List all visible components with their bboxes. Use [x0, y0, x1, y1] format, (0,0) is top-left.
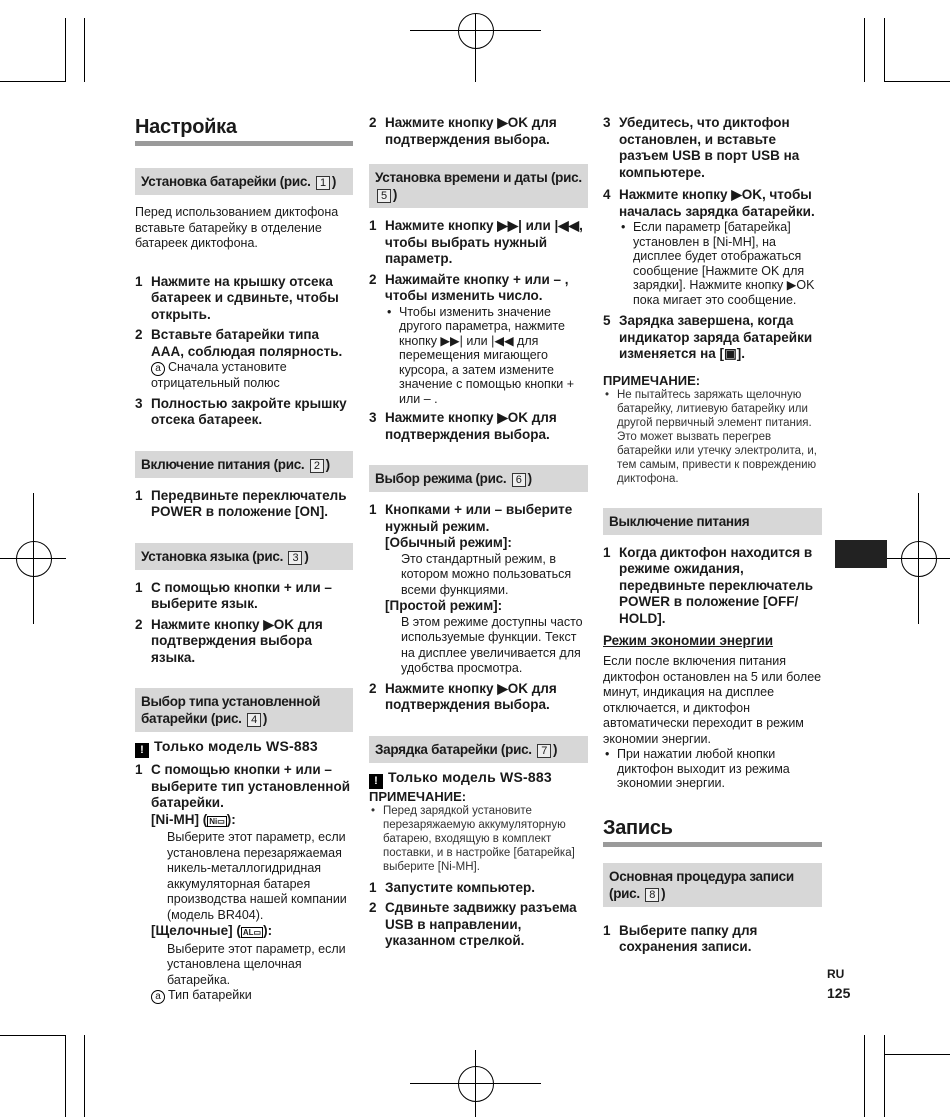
option-label: [Ni-MH] ( — [151, 811, 208, 827]
option-alkaline — [151, 923, 353, 942]
step-2: 2 Нажмите кнопку ▶OK для подтверждения выбора языка. — [135, 616, 323, 665]
step-text: Запустите компьютер. — [385, 879, 535, 895]
step-text: Зарядка завершена, когда индикатор заряда батарейки изменяется на [▣]. — [619, 313, 813, 361]
box-label: Установка языка (рис. — [141, 548, 284, 564]
ni-mh-battery-icon: Ni▭ — [209, 816, 225, 826]
subsection-box: Выключение питания — [603, 508, 822, 535]
box-label: Установка времени и даты (рис. — [375, 170, 582, 185]
box-close: ) — [392, 187, 398, 202]
exclamation-icon: ! — [369, 774, 383, 789]
crop-mark — [65, 1035, 66, 1117]
box-close: ) — [304, 548, 309, 564]
step-1: 1 Выберите папку для сохранения записи. — [603, 922, 758, 954]
section-title: Запись — [603, 813, 822, 847]
step-1: 1 Когда диктофон находится в режиме ожидания, передвиньте переключатель POWER в положение [OFF/ HOLD]. — [603, 544, 813, 626]
step-text: в положение [ — [670, 594, 768, 609]
figure-ref: 6 — [512, 473, 526, 487]
step-1: 1 С помощью кнопки + или – выберите язык. — [135, 579, 332, 611]
bullet-item: • При нажатии любой кнопки диктофон выходит из режима экономии энергии. — [603, 747, 822, 791]
note-title: ПРИМЕЧАНИЕ: — [369, 788, 467, 804]
intro-text: Перед использованием диктофона вставьте батарейку в отделение батареек диктофона. — [135, 205, 339, 250]
language-code: RU — [827, 967, 845, 981]
alkaline-battery-icon: AL▭ — [242, 928, 262, 937]
page-number: 125 — [827, 985, 851, 1001]
subheading: Режим экономии энергии — [603, 633, 774, 648]
box-label: Зарядка батарейки (рис. — [375, 741, 532, 757]
subsection-box — [135, 451, 353, 478]
model-warning — [135, 738, 353, 758]
crop-mark — [864, 1035, 865, 1117]
step-text: для подтверждения выбора. — [385, 410, 557, 442]
subsection-box — [369, 465, 588, 492]
box-label: Включение питания (рис. — [141, 456, 305, 472]
step-text: Нажмите кнопку ▶▶| или |◀◀, чтобы выбрать нужный параметр. — [385, 218, 583, 266]
figure-ref: 7 — [537, 744, 551, 758]
section-tab — [835, 540, 887, 568]
circled-a-icon: a — [151, 362, 165, 376]
figure-ref: 1 — [316, 176, 330, 190]
step-text: для подтверждения выбора. — [385, 680, 557, 712]
figure-ref: 8 — [645, 888, 659, 902]
step-text: Нажмите кнопку — [385, 115, 498, 130]
box-label: Выбор типа установленной батарейки (рис. — [141, 694, 321, 726]
subsection-box — [369, 164, 588, 208]
option-description: Выберите этот параметр, если установлена перезаряжаемая никель-металлогидридная аккумуляторная батарея производства нашей компании (модель BR404). — [167, 830, 347, 922]
crop-mark — [884, 81, 950, 82]
box-close: ) — [661, 885, 666, 901]
warning-text: Только модель WS-883 — [154, 738, 318, 754]
step-text: , чтобы началась зарядка батарейки. — [619, 187, 815, 219]
step-text: Нажимайте кнопку + или – , чтобы изменить число. — [385, 271, 569, 303]
note-text: • Перед зарядкой установите перезаряжаемую аккумуляторную батарею, входящую в комплект поставки, и в настройке [батарейка] выберите [Ni-MH]. — [369, 804, 588, 874]
subsection-box — [603, 863, 822, 907]
note-title: ПРИМЕЧАНИЕ: — [603, 372, 701, 388]
step-text: Выберите папку для сохранения записи. — [619, 922, 758, 954]
step-3: 3 Убедитесь, что диктофон остановлен, и вставьте разъем USB в порт USB на компьютере. — [603, 115, 800, 180]
on-label: ON — [299, 504, 320, 519]
mode-description: Это стандартный режим, в котором можно пользоваться всеми функциями. — [401, 551, 572, 597]
bullet-item: • Чтобы изменить значение другого параметра, нажмите кнопку ▶▶| или |◀◀ для перемещения мигающего курсора, а затем измените значение с помощью кнопки + или – . — [385, 305, 588, 407]
step-text: С помощью кнопки + или – выберите язык. — [151, 579, 332, 611]
off-hold-label: OFF/ HOLD — [619, 594, 799, 626]
column-1 — [135, 112, 353, 1004]
step-text: Вставьте батарейки типа AAA, соблюдая полярность. — [151, 327, 343, 359]
power-label: POWER — [151, 504, 203, 519]
step-text: С помощью кнопки + или – выберите тип установленной батарейки. — [151, 762, 350, 810]
step-substep — [151, 988, 353, 1004]
option-ni-mh — [151, 812, 353, 831]
step-text: Убедитесь, что диктофон остановлен, и вставьте разъем USB в порт USB на компьютере. — [619, 115, 800, 180]
step-text: Когда диктофон находится в режиме ожидания, передвиньте переключатель — [619, 544, 813, 593]
step-4: 4 Нажмите кнопку ▶OK, чтобы началась зарядка батарейки. • Если параметр [батарейка] установлен в [Ni-MH], на дисплее будет отображаться сообщение [Нажмите OK для зарядки]. Нажмите кнопку ▶OK пока мигает это сообщение. — [603, 187, 822, 307]
step-text: ]. — [319, 504, 328, 519]
step-substep — [151, 360, 353, 392]
figure-ref: 3 — [288, 551, 302, 565]
crop-mark — [84, 1035, 85, 1117]
step-1: 1 Передвиньте переключатель POWER в положение [ON]. — [135, 487, 347, 519]
subsection-box — [135, 168, 353, 195]
step-text: Нажмите кнопку — [385, 680, 498, 696]
subsection-box — [135, 688, 353, 732]
substep-text: Сначала установите отрицательный полюс — [151, 360, 287, 390]
box-close: ) — [325, 456, 330, 472]
power-label: POWER — [619, 594, 671, 609]
section-title: Настройка — [135, 112, 353, 146]
box-close: ) — [331, 174, 337, 189]
step-text: Нажмите кнопку — [151, 616, 264, 632]
step-2: 2 Нажимайте кнопку + или – , чтобы изменить число. • Чтобы изменить значение другого параметра, нажмите кнопку ▶▶| или |◀◀ для перемещения мигающего курсора, а затем измените значение с помощью кнопки + или – . — [369, 272, 588, 407]
step-2: 2 Вставьте батарейки типа AAA, соблюдая полярность. a Сначала установите отрицательный полюс — [135, 327, 353, 392]
step-text: Сдвиньте задвижку разъема USB в направлении, указанном стрелкой. — [385, 900, 577, 948]
step-3: 3 Полностью закройте крышку отсека батареек. — [135, 395, 347, 427]
option-label: [Щелочные] ( — [151, 923, 241, 938]
ok-button-label: ▶OK — [497, 410, 528, 425]
ok-button-label: ▶OK — [263, 616, 294, 632]
step-2: 2 Нажмите кнопку ▶OK для подтверждения выбора. — [369, 115, 557, 147]
box-close: ) — [553, 741, 558, 757]
column-3 — [603, 115, 822, 956]
step-text: Нажмите кнопку — [385, 410, 498, 425]
figure-ref: 4 — [247, 713, 261, 727]
ok-button-label: ▶OK — [497, 115, 528, 130]
column-2 — [369, 115, 588, 950]
registration-circle — [901, 541, 937, 577]
registration-circle — [458, 13, 494, 49]
substep-text: Тип батарейки — [168, 988, 252, 1002]
crop-mark — [884, 18, 885, 82]
step-text: в положение [ — [202, 504, 300, 519]
step-1: 1 Кнопками + или – выберите нужный режим. [Обычный режим]: Это стандартный режим, в котором можно пользоваться всеми функциями. [Простой режим]: В этом режиме доступны часто используемые функции. Текст на дисплее увеличивается для удобства просмотра. — [369, 502, 588, 677]
crop-mark — [0, 81, 66, 82]
ok-button-label: ▶OK — [497, 680, 528, 696]
box-close: ) — [262, 711, 268, 726]
note-text: • Не пытайтесь заряжать щелочную батарейку, литиевую батарейку или другой первичный элемент питания. Это может вызвать перегрев батарейки или утечку электролита, и, тем самым, привести к повреждению диктофона. — [603, 388, 822, 486]
bullet-item: • Если параметр [батарейка] установлен в [Ni-MH], на дисплее будет отображаться сообщение [Нажмите OK для зарядки]. Нажмите кнопку ▶OK пока мигает это сообщение. — [619, 220, 822, 307]
step-text: Нажмите на крышку отсека батареек и сдвиньте, чтобы открыть. — [151, 273, 339, 322]
warning-text: Только модель WS-883 — [388, 768, 552, 785]
mode-simple: [Простой режим]: — [385, 598, 503, 613]
box-close: ) — [527, 471, 532, 486]
option-description: Выберите этот параметр, если установлена щелочная батарейка. — [167, 941, 346, 987]
step-1: 1 Нажмите кнопку ▶▶| или |◀◀, чтобы выбрать нужный параметр. — [369, 218, 583, 266]
box-label: Выбор режима (рис. — [375, 471, 507, 486]
figure-ref: 5 — [377, 189, 391, 203]
step-1: 1 Запустите компьютер. — [369, 879, 535, 895]
step-text: Нажмите кнопку — [619, 187, 732, 202]
body-text: Если после включения питания диктофон остановлен на 5 или более минут, индикация на дисплее отключается, и диктофон автоматически переходит в режим экономии энергии. — [603, 654, 822, 746]
ok-button-label: ▶OK — [731, 187, 762, 202]
crop-mark — [84, 18, 85, 82]
registration-circle — [458, 1066, 494, 1102]
crop-mark — [884, 1035, 885, 1117]
box-label: Установка батарейки (рис. — [141, 174, 311, 189]
mode-description: В этом режиме доступны часто используемые функции. Текст на дисплее увеличивается для удобства просмотра. — [401, 614, 583, 675]
crop-mark — [65, 18, 66, 82]
figure-ref: 2 — [310, 459, 324, 473]
crop-mark — [884, 1054, 950, 1055]
subsection-box — [135, 543, 353, 570]
exclamation-icon: ! — [135, 743, 149, 758]
registration-circle — [16, 541, 52, 577]
mode-normal: [Обычный режим]: — [385, 535, 512, 550]
step-3: 3 Нажмите кнопку ▶OK для подтверждения выбора. — [369, 410, 557, 442]
step-text: ]. — [657, 610, 666, 626]
step-1: 1 С помощью кнопки + или – выберите тип установленной батарейки. [Ni-MH] ( Ni▭ ): Выберите этот параметр, если установлена перезаряжаемая никель-металлогидридная аккумуляторная батарея производства нашей компании (модель BR404). [Щелочные] ( AL▭ ): Выберите этот параметр, если установлена щелочная батарейка. a Тип батарейки — [135, 762, 353, 1004]
model-warning — [369, 769, 588, 789]
box-label: Основная процедура записи (рис. — [609, 868, 794, 901]
circled-a-icon: a — [151, 990, 165, 1004]
step-text: Полностью закройте крышку отсека батареек. — [151, 395, 347, 427]
step-5: 5 Зарядка завершена, когда индикатор заряда батарейки изменяется на [▣]. — [603, 313, 813, 361]
crop-mark — [0, 1035, 66, 1036]
crop-mark — [864, 18, 865, 82]
step-text: для подтверждения выбора языка. — [151, 616, 323, 665]
step-2: 2 Сдвиньте задвижку разъема USB в направлении, указанном стрелкой. — [369, 900, 577, 948]
option-label: ): — [263, 923, 273, 938]
step-2: 2 Нажмите кнопку ▶OK для подтверждения выбора. — [369, 680, 557, 712]
step-text: Кнопками + или – выберите нужный режим. — [385, 502, 573, 534]
subsection-box — [369, 736, 588, 763]
step-1: 1 Нажмите на крышку отсека батареек и сдвиньте, чтобы открыть. — [135, 273, 339, 322]
step-text: Передвиньте переключатель — [151, 487, 347, 503]
step-text: для подтверждения выбора. — [385, 115, 557, 147]
option-label: ): — [226, 811, 236, 827]
